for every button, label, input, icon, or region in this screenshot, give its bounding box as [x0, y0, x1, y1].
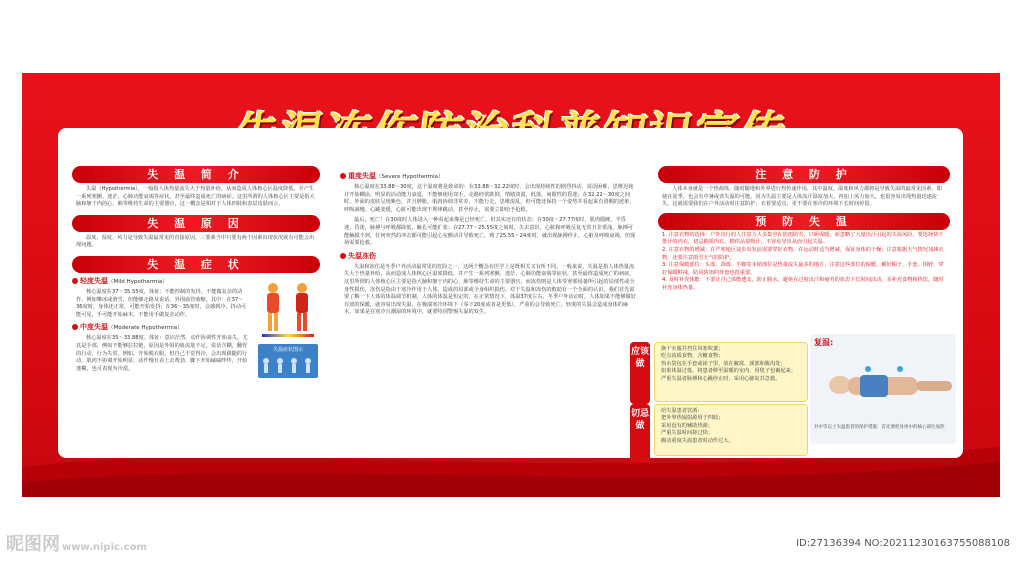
bullet-icon	[340, 253, 346, 259]
should-do-box	[654, 342, 808, 402]
tip-item: 4. 及时补充体能：不要让自己体能透支，防止脱水，避免在过度出汗和疲劳的状态下长时间活动，多补充食物和热饮，随时补充身体热量。	[662, 277, 944, 291]
never-item: 严重失温时间搓过快；	[661, 430, 713, 437]
tip-item: 3. 注意保暖部位：头部、颈部、手脚等末梢部位是热量流失最多的地方，注意这些部位的保暖，戴好帽子、手套、围脖，穿好保暖鞋袜，防风防雨的外套也很重要。	[662, 262, 944, 276]
chart-caption: 失温症状图示	[272, 346, 303, 353]
severe-text-2: 最后，死亡！在30度时人体进入一种看起来像是已经死亡，但其实还有的状态；在30度～27.77度时，肌肉僵硬，半昏迷，昏迷，脉搏与呼吸都降低，瞳孔可能扩张；在27.77～25.55度之间时，失去意识，心脏和呼吸反复无常且非常浅，脉搏可能触摸不到，任何突然的冲击都可能引起心室颤动并导致死亡，到了25.55～24度时，就出现脉搏停止，心脏及呼吸衰竭，但现场需要抢救。	[344, 217, 636, 247]
severe-text: 核心温度在33.88～30度，这个温度将是致命的：在33.88～32.22度时，会出现持续性的剧烈抖动，说话困难，思维迟钝并开始糊涂，明显的活动能力衰退，不能够使用双手，走路经常跌倒，情绪淡漠，低落，间歇性的昏迷；在32.22～30度之间时，外面的皮肤呈现紫色，并且肿胀，肌肉协调非常差，不能行走，思维混乱，但可能还保持一个姿势并看起来有清醒的迹象，呼吸减慢、心跳变缓，心脏可能出现不规律跳动，甚至停止，需要立即给予抢救。	[344, 184, 635, 213]
heading-hypothermia-symptoms: 失 温 症 状	[72, 256, 320, 273]
never-do-label: 切忌做	[630, 404, 650, 462]
never-item: 搬动重度失温患者时动作过大。	[661, 437, 734, 444]
heading-prevention: 预 防 失 温	[658, 213, 950, 230]
middle-column	[340, 168, 640, 320]
figures-row-icon	[258, 353, 318, 377]
figure-caption: 对中等以上失温患者的保护措施：首先要把身体中的核心部位加热	[814, 425, 945, 430]
bullet-icon	[72, 278, 78, 284]
patient-illustration	[810, 351, 956, 421]
content-panel	[58, 128, 963, 458]
cause-text: 温度、湿度、风力是导致失温最常见的直接原因。三要素当中只要有两个因素出现状况就有可能会出现问题。	[76, 234, 315, 249]
severe-heading: 重度失温（Severe Hypothermia）	[340, 171, 640, 181]
heading-hypothermia-intro: 失 温 简 介	[72, 166, 320, 183]
rewarming-figure	[810, 334, 956, 444]
frostbite-text: 失温和冻伤是冬季户外活动最常见的危险之一，这两个概念在医学上是既相关又有所不同。一般来说，失温是指人体热量流失大于热量补给，从而造成人体核心区温度降低，并产生一系列寒颤、迷茫、心肺功能衰竭等症状，甚至最终造成死亡的病症。这里所谓的人体核心区主要是指大脑和躯干内的心、肺等维持生命的主要器官。而冻伤则是人体受寒邪侵袭所引起的局部性或全身性损伤，冻伤是指由于寒冷作用于人体，造成的局部或全身组织损伤。对于失温和冻伤的救助有一个全面的认识，我们首先需要了解一下人体的体温调节机制，人体的体温是恒定的，在正常情况下，体温37度左右，冬季户外活动时，人体如果不能够做好有效的保暖，就容易出现失温，在极端寒冷环境下（零下20度或者是更低），严重的会导致死亡，轻度的失温会造成身体的麻木，如果是在寒冷且潮湿的环境中，就要特别警惕失温的发生。	[344, 263, 636, 316]
protection-text: 人体本身就是一个热源体，随时随地和外界进行热传递作用，其中温度、湿度和风力都将是导致失温的最常见因素，即使在夏季，也会有中暑或者失温的可能，因为失温主要是人体流汗湿度加大，再加上风力加大，也很容易出现热量迅速流失，这就需要我们在户外活动时注意防护，衣着要适宜，更不要在寒冷的环境下长时间停留。	[662, 186, 942, 208]
bullet-icon	[340, 173, 346, 179]
figure-title: 复温:	[814, 338, 834, 347]
heading-protection: 注 意 防 护	[658, 166, 950, 183]
tip-item: 1. 注意衣物的选择：户外出行的人注意力大多集中在防雨防雪，只顾保暖，而忽略了大量出汗引起的失温风险，要选择快干排汗的内衣，切忌棉质内衣，棉织品很吸汗，不容易导出从而引起失温。	[662, 231, 944, 246]
never-item: 把外界热辐射源用于四肢；	[661, 415, 724, 422]
should-item: 热水袋包在手套或袜子里，放在腋窝、颈部和腹沟处；	[661, 360, 786, 367]
left-column	[72, 166, 320, 376]
should-item: 吃点流质食物，含糖食物；	[661, 353, 724, 360]
should-item: 换干衣服并挡住风寒吹袭；	[661, 346, 724, 352]
should-item: 严重失温者脉搏和心跳停止时，采用心肺复苏急救。	[661, 375, 781, 382]
never-item: 采用没有的辅助热源；	[661, 422, 713, 429]
prevention-tips	[658, 232, 950, 293]
heading-hypothermia-cause: 失 温 原 因	[72, 215, 320, 232]
mild-text: 核心温度在37～35.55度。体征：不能控制的发抖，不能做复杂的动作，例如攀冰或滑雪，但能够走路及说话，外围血管收缩。其中：在37～36度时，身体还正常，可能开始发抖；在36～35度时，会感到冷，抖动可能可见，手可能开始麻木。不能用手做复杂动作。	[76, 288, 247, 318]
right-column	[658, 166, 950, 293]
bullet-icon	[72, 324, 78, 330]
should-item: 如果体温过低，将患者移至温暖的室内，用毯子包裹起来；	[661, 368, 796, 375]
should-do-label: 应该做	[630, 342, 650, 404]
frostbite-heading: 失温冻伤	[340, 251, 640, 261]
never-item: 给失温患者饮酒；	[661, 408, 703, 414]
never-do-box	[654, 404, 808, 456]
moderate-text: 核心温度在35～33.88度。体征：意识茫然，动作协调性开始丧失，尤其是手部，例如不能够拉拉链，原因是外围的血流量不足，说话含糊，翻胃的行动，行为失常，例如，开始脱衣服，但自己不觉得冷，会出现跟随的行动，肌肉不协调开始明显，动作慢且看上去费劲，脚下开始磕磕绊绊，开始迷糊，也可表现为冷漠。	[76, 335, 248, 372]
symptom-chart-figure	[258, 344, 318, 378]
image-id: ID:27136394 NO:20211230163755088108	[796, 538, 1010, 549]
moderate-heading: 中度失温（Moderate Hypothermia）	[72, 322, 252, 332]
intro-text: 失温（Hypothermia），一般指人体热量流失大于热量补给，从而造成人体核心区温度降低，并产生一系列寒颤、迷茫、心肺功能衰竭等症状，甚至最终造成死亡的病症。这里所谓的人体核心区主要是指大脑和躯干内的心、肺等维持生命的主要器官，这一概念是相对于人体四肢和表层皮肤而言。	[76, 186, 315, 208]
tip-item: 2. 注意衣物的增减：在严寒地区徒步出发前需要穿好衣物，在运动时适当增减，保证身体的干燥；注意根据天气情况加减衣物，还要注意雨雪天气的防护。	[662, 246, 944, 261]
body-heat-figure	[258, 280, 318, 338]
mild-heading: 轻度失温（Mild Hypothermia）	[72, 276, 252, 286]
site-logo: 昵图网 www.nipic.com	[6, 534, 147, 555]
